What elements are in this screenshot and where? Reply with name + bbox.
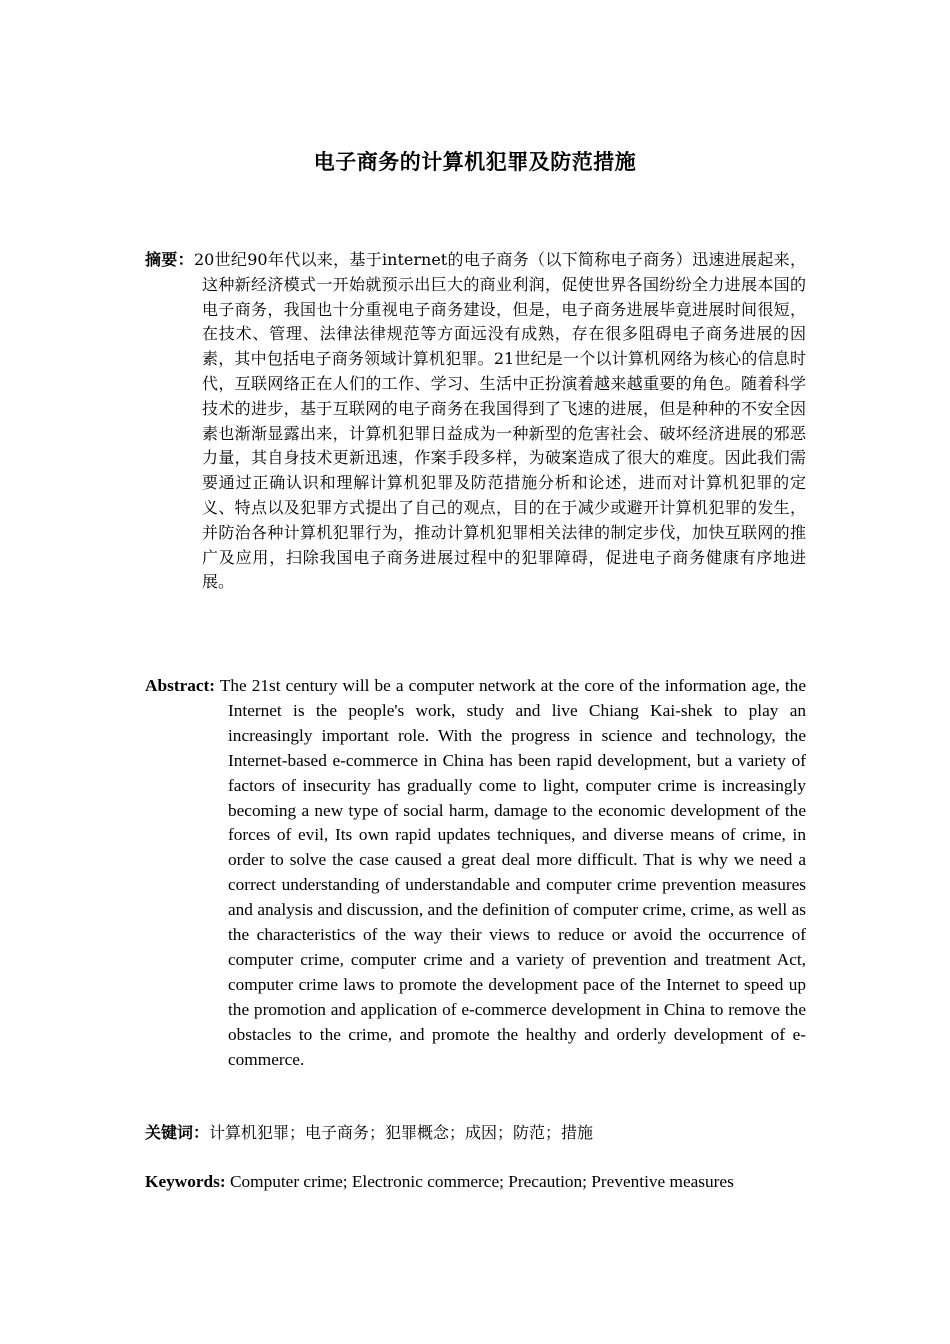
chinese-abstract-text: 20世纪90年代以来，基于internet的电子商务（以下简称电子商务）迅速进展起来，这种新经济模式一开始就预示出巨大的商业利润，促使世界各国纷纷全力进展本国的电子商务，我国也十分重视电子商务建设，但是，电子商务进展毕竟进展时间很短，在技术、管理、法律法律规范等方面远没有成熟，存在很多阻碍电子商务进展的因素，其中包括电子商务领域计算机犯罪。21世纪是一个以计算机网络为核心的信息时代，互联网络正在人们的工作、学习、生活中正扮演着越来越重要的角色。随着科学技术的进步，基于互联网的电子商务在我国得到了飞速的进展，但是种种的不安全因素也渐渐显露出来，计算机犯罪日益成为一种新型的危害社会、破坏经济进展的邪恶力量，其自身技术更新迅速，作案手段多样，为破案造成了很大的难度。因此我们需要通过正确认识和理解计算机犯罪及防范措施分析和论述，进而对计算机犯罪的定义、特点以及犯罪方式提出了自己的观点，目的在于减少或避开计算机犯罪的发生，并防治各种计算机犯罪行为，推动计算机犯罪相关法律的制定步伐，加快互联网的推广及应用，扫除我国电子商务进展过程中的犯罪障碍，促进电子商务健康有序地进展。	[193, 250, 806, 592]
english-keywords-label: Keywords:	[145, 1172, 226, 1191]
chinese-abstract	[145, 248, 806, 595]
english-abstract-text: The 21st century will be a computer network at the core of the information age, the Internet is the people's work, study and live Chiang Kai-shek to play an increasingly important role. With the progress in science and technology, the Internet-based e-commerce in China has been rapid development, but a variety of factors of insecurity has gradually come to light, computer crime is increasingly becoming a new type of social harm, damage to the economic development of the forces of evil, Its own rapid updates techniques, and diverse means of crime, in order to solve the case caused a great deal more difficult. That is why we need a correct understanding of understandable and computer crime prevention measures and analysis and discussion, and the definition of computer crime, crime, as well as the characteristics of the way their views to reduce or avoid the occurrence of computer crime, computer crime and a variety of prevention and treatment Act, computer crime laws to promote the development pace of the Internet to speed up the promotion and application of e-commerce development in China to remove the obstacles to the crime, and promote the healthy and orderly development of e-commerce.	[219, 676, 806, 1069]
page-title: 电子商务的计算机犯罪及防范措施	[313, 150, 637, 174]
chinese-keywords-label: 关键词：	[145, 1123, 210, 1142]
chinese-keywords-text: 计算机犯罪；电子商务；犯罪概念；成因；防范；措施	[209, 1123, 594, 1142]
chinese-abstract-label: 摘要：	[145, 250, 194, 269]
english-abstract	[145, 674, 806, 1073]
chinese-keywords	[145, 1121, 806, 1145]
english-abstract-label: Abstract:	[145, 676, 216, 695]
english-keywords-text: Computer crime; Electronic commerce; Precaution; Preventive measures	[229, 1172, 734, 1191]
english-keywords	[145, 1170, 806, 1194]
